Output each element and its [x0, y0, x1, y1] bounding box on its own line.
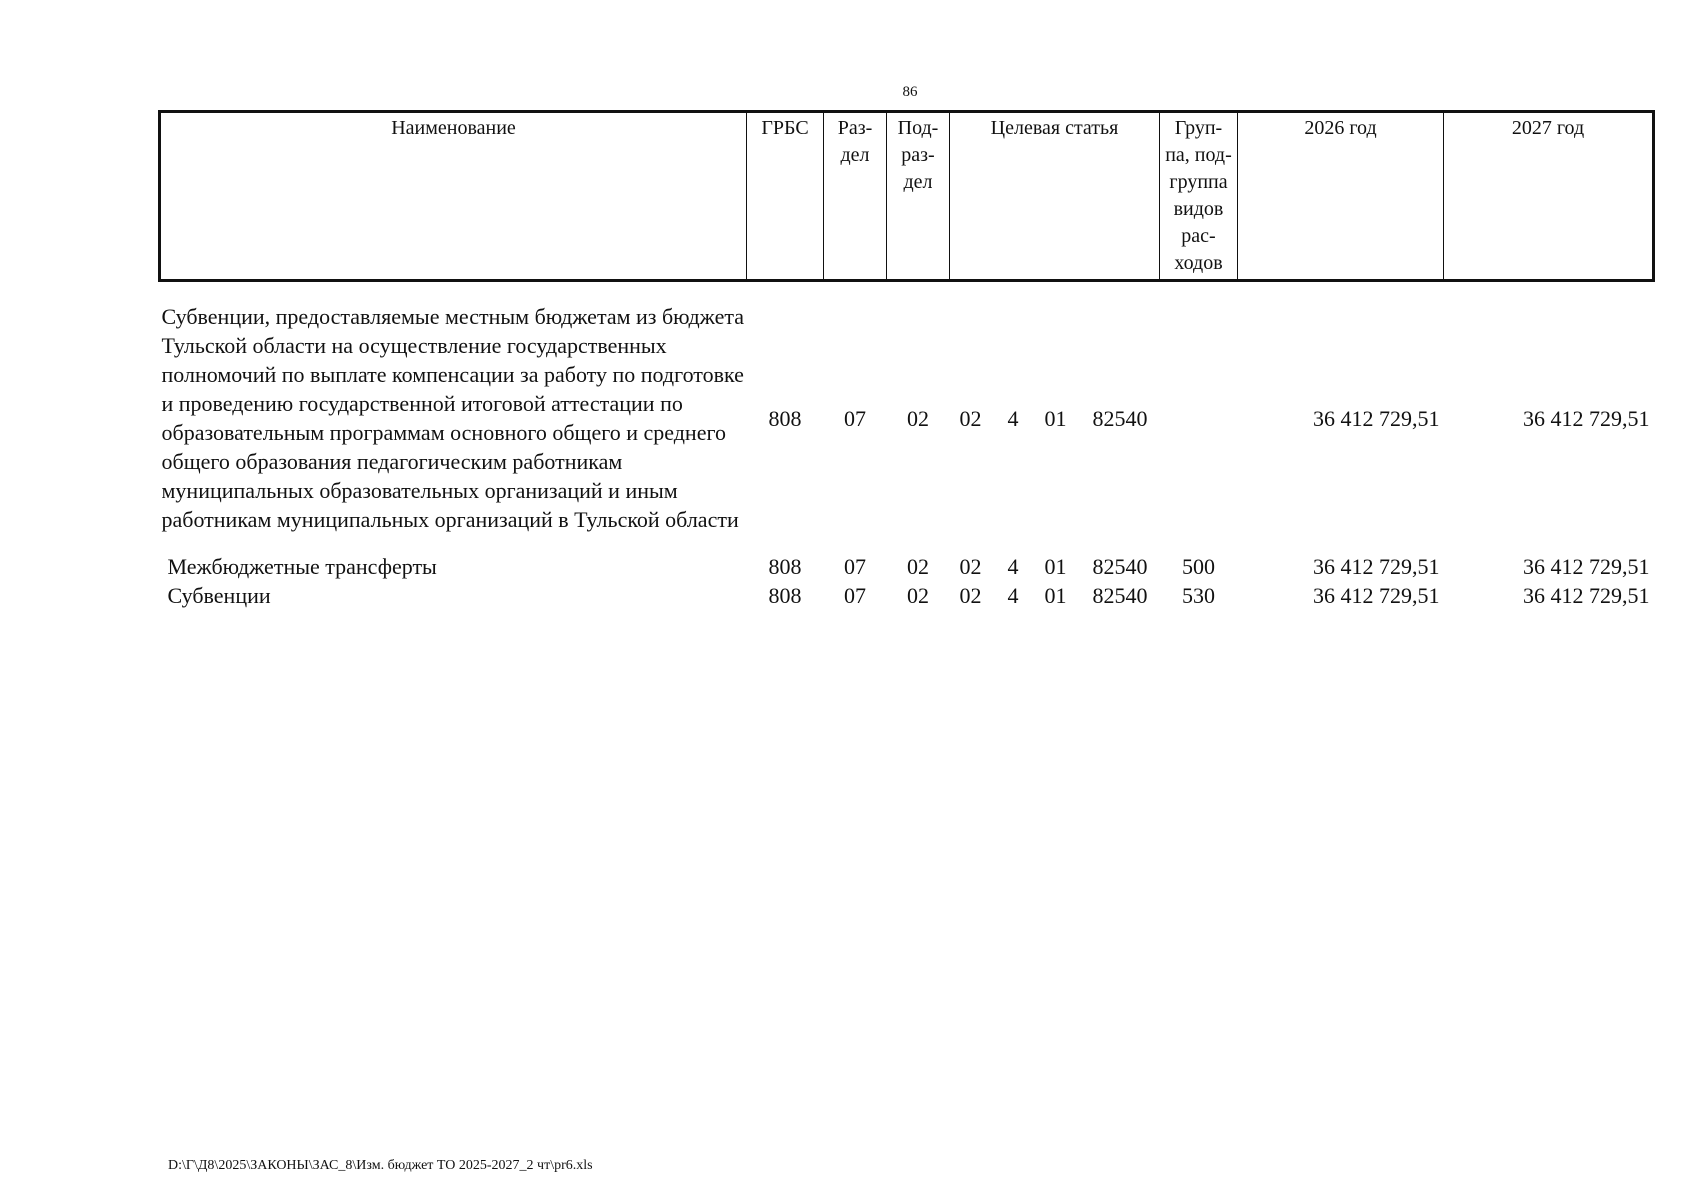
row-razdel: 07	[844, 583, 866, 608]
file-path-footer: D:\Г\Д8\2025\ЗАКОНЫ\ЗАС_8\Изм. бюджет ТО 2025-2027_2 чт\pr6.xls	[168, 1158, 593, 1173]
row-group	[1160, 281, 1238, 553]
target-part-4: 82540	[1092, 405, 1148, 431]
header-grbs: ГРБС	[747, 112, 824, 281]
row-name: Субвенции, предоставляемые местным бюджетам из бюджета Тульской области на осуществление государственных полномочий по выплате компенсации за работу по подготовке и проведению государственной итоговой аттестации по образовательным программам основного общего и среднего общего образования педагогическим работникам муниципальных образовательных организаций и иным работникам муниципальных организаций в Тульской области	[161, 304, 745, 532]
row-2027: 36 412 729,51	[1523, 405, 1650, 431]
row-2027: 36 412 729,51	[1523, 583, 1650, 608]
header-razdel: Раз- дел	[824, 112, 887, 281]
header-podrazdel: Под- раз- дел	[887, 112, 950, 281]
table-row	[160, 552, 1654, 581]
row-target	[950, 581, 1160, 610]
row-razdel: 07	[844, 405, 866, 431]
header-target: Целевая статья	[950, 112, 1160, 281]
row-podrazdel: 02	[907, 583, 929, 608]
table-row	[160, 581, 1654, 610]
target-part-1: 02	[959, 583, 982, 608]
target-part-4: 82540	[1092, 554, 1148, 579]
row-podrazdel: 02	[907, 554, 929, 579]
row-podrazdel: 02	[907, 405, 929, 431]
row-grbs: 808	[768, 405, 802, 431]
target-part-3: 01	[1044, 405, 1067, 431]
row-2026: 36 412 729,51	[1313, 405, 1440, 431]
table-header-row	[160, 112, 1654, 281]
page-number: 86	[902, 84, 918, 100]
target-part-2: 4	[1007, 554, 1019, 579]
row-2026: 36 412 729,51	[1313, 583, 1440, 608]
row-2026: 36 412 729,51	[1313, 554, 1440, 579]
target-part-1: 02	[959, 554, 982, 579]
header-group: Груп- па, под- группа видов рас- ходов	[1160, 112, 1238, 281]
row-group: 530	[1182, 583, 1215, 608]
row-2027: 36 412 729,51	[1523, 554, 1650, 579]
header-name: Наименование	[160, 112, 747, 281]
row-target	[950, 281, 1160, 553]
row-grbs: 808	[768, 583, 802, 608]
row-target	[950, 552, 1160, 581]
header-2026: 2026 год	[1238, 112, 1444, 281]
target-part-1: 02	[959, 405, 982, 431]
target-part-2: 4	[1007, 583, 1019, 608]
target-part-4: 82540	[1092, 583, 1148, 608]
row-razdel: 07	[844, 554, 866, 579]
target-part-3: 01	[1044, 583, 1067, 608]
row-name: Межбюджетные трансферты	[167, 554, 437, 579]
row-name: Субвенции	[167, 583, 271, 608]
row-group: 500	[1182, 554, 1215, 579]
target-part-3: 01	[1044, 554, 1067, 579]
table-row	[160, 281, 1654, 553]
row-grbs: 808	[768, 554, 802, 579]
budget-table	[158, 110, 1655, 610]
header-2027: 2027 год	[1444, 112, 1654, 281]
target-part-2: 4	[1007, 405, 1019, 431]
